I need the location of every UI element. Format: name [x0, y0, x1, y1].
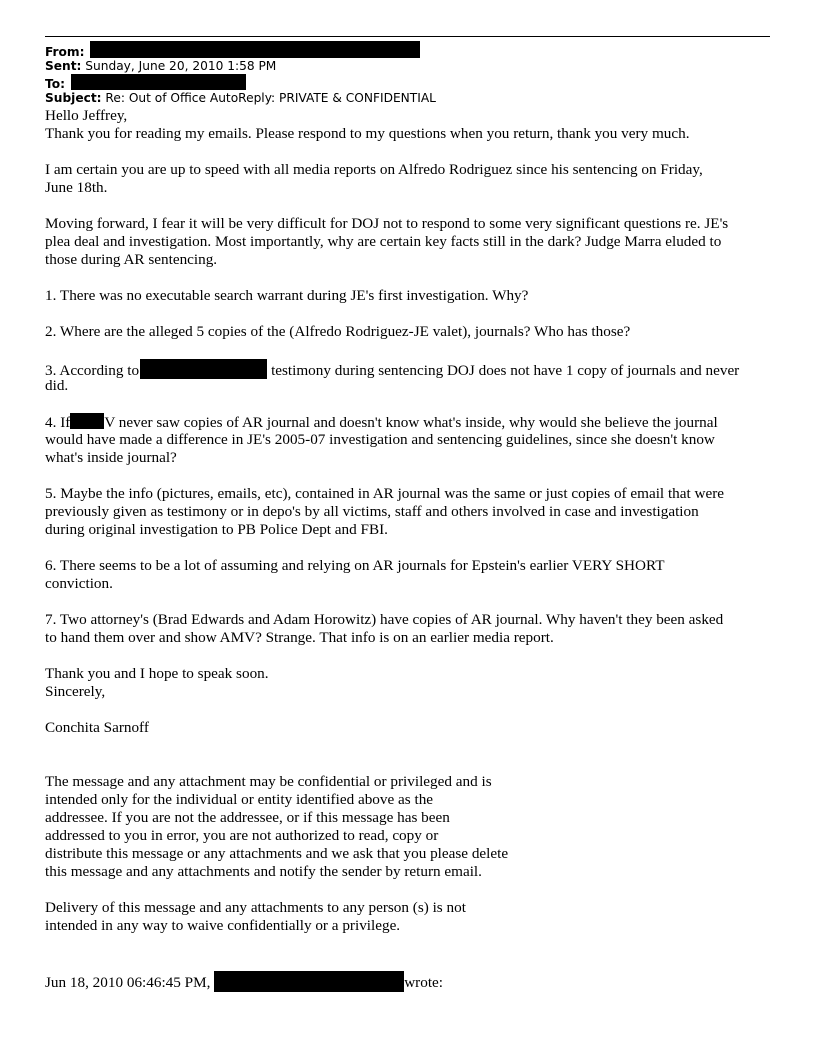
list-item: to hand them over and show AMV? Strange. That info is on an earlier media report. [45, 629, 554, 646]
redaction-block [90, 41, 420, 58]
header-rule [45, 36, 770, 37]
body-line: I am certain you are up to speed with all media reports on Alfredo Rodriguez since his sentencing on Friday, [45, 161, 703, 178]
closing-line: Thank you and I hope to speak soon. [45, 665, 269, 682]
body-line: Moving forward, I fear it will be very difficult for DOJ not to respond to some very significant questions re. JE's [45, 215, 729, 232]
quoted-header [45, 971, 443, 992]
list-item: 1. There was no executable search warrant during JE's first investigation. Why? [45, 287, 529, 304]
list-item-text: 3. According to [45, 362, 140, 379]
list-item [45, 413, 718, 432]
body-line: June 18th. [45, 179, 108, 196]
quoted-date: Jun 18, 2010 06:46:45 PM, [45, 974, 215, 991]
signature: Conchita Sarnoff [45, 719, 149, 736]
sent-value: Sunday, June 20, 2010 1:58 PM [85, 59, 277, 73]
subject-value: Re: Out of Office AutoReply: PRIVATE & CONFIDENTIAL [105, 91, 436, 105]
closing-line: Sincerely, [45, 683, 106, 700]
subject-line [45, 90, 436, 106]
list-item: previously given as testimony or in depo's by all victims, staff and others involved in case and investigation [45, 503, 699, 520]
list-item: conviction. [45, 575, 113, 592]
list-item [45, 359, 739, 380]
disclaimer-line: addressed to you in error, you are not authorized to read, copy or [45, 827, 439, 844]
greeting: Hello Jeffrey, [45, 107, 128, 124]
disclaimer-line: Delivery of this message and any attachments to any person (s) is not [45, 899, 466, 916]
body-line: plea deal and investigation. Most importantly, why are certain key facts still in the dark? Judge Marra eluded to [45, 233, 722, 250]
quoted-wrote: wrote: [404, 974, 444, 991]
list-item: would have made a difference in JE's 2005-07 investigation and sentencing guidelines, since she doesn't know [45, 431, 715, 448]
list-item-text: testimony during sentencing DOJ does not have 1 copy of journals and never [271, 362, 740, 379]
redaction-block [71, 74, 246, 90]
list-item: 5. Maybe the info (pictures, emails, etc), contained in AR journal was the same or just copies of email that were [45, 485, 725, 502]
body-line: Thank you for reading my emails. Please respond to my questions when you return, thank you very much. [45, 125, 690, 142]
disclaimer-line: this message and any attachments and notify the sender by return email. [45, 863, 482, 880]
disclaimer-line: The message and any attachment may be confidential or privileged and is [45, 773, 492, 790]
redaction-block [214, 971, 404, 992]
subject-label: Subject: [45, 91, 102, 105]
sent-label: Sent: [45, 59, 82, 73]
redaction-block [140, 359, 267, 379]
list-item: what's inside journal? [45, 449, 177, 466]
list-item: did. [45, 377, 69, 394]
from-label: From: [45, 45, 85, 59]
list-item: 6. There seems to be a lot of assuming and relying on AR journals for Epstein's earlier VERY SHORT [45, 557, 665, 574]
disclaimer-line: distribute this message or any attachments and we ask that you please delete [45, 845, 509, 862]
disclaimer-line: intended in any way to waive confidentially or a privilege. [45, 917, 401, 934]
list-item-text: V never saw copies of AR journal and doesn't know what's inside, why would she believe the journal [104, 414, 718, 431]
list-item: 2. Where are the alleged 5 copies of the (Alfredo Rodriguez-JE valet), journals? Who has those? [45, 323, 631, 340]
disclaimer-line: intended only for the individual or entity identified above as the [45, 791, 434, 808]
redaction-block [70, 413, 104, 429]
list-item: 7. Two attorney's (Brad Edwards and Adam Horowitz) have copies of AR journal. Why haven't they been asked [45, 611, 724, 628]
body-line: those during AR sentencing. [45, 251, 218, 268]
to-label: To: [45, 77, 65, 91]
list-item-text: 4. If [45, 414, 71, 431]
list-item: during original investigation to PB Police Dept and FBI. [45, 521, 388, 538]
sent-line [45, 58, 276, 74]
disclaimer-line: addressee. If you are not the addressee, or if this message has been [45, 809, 450, 826]
